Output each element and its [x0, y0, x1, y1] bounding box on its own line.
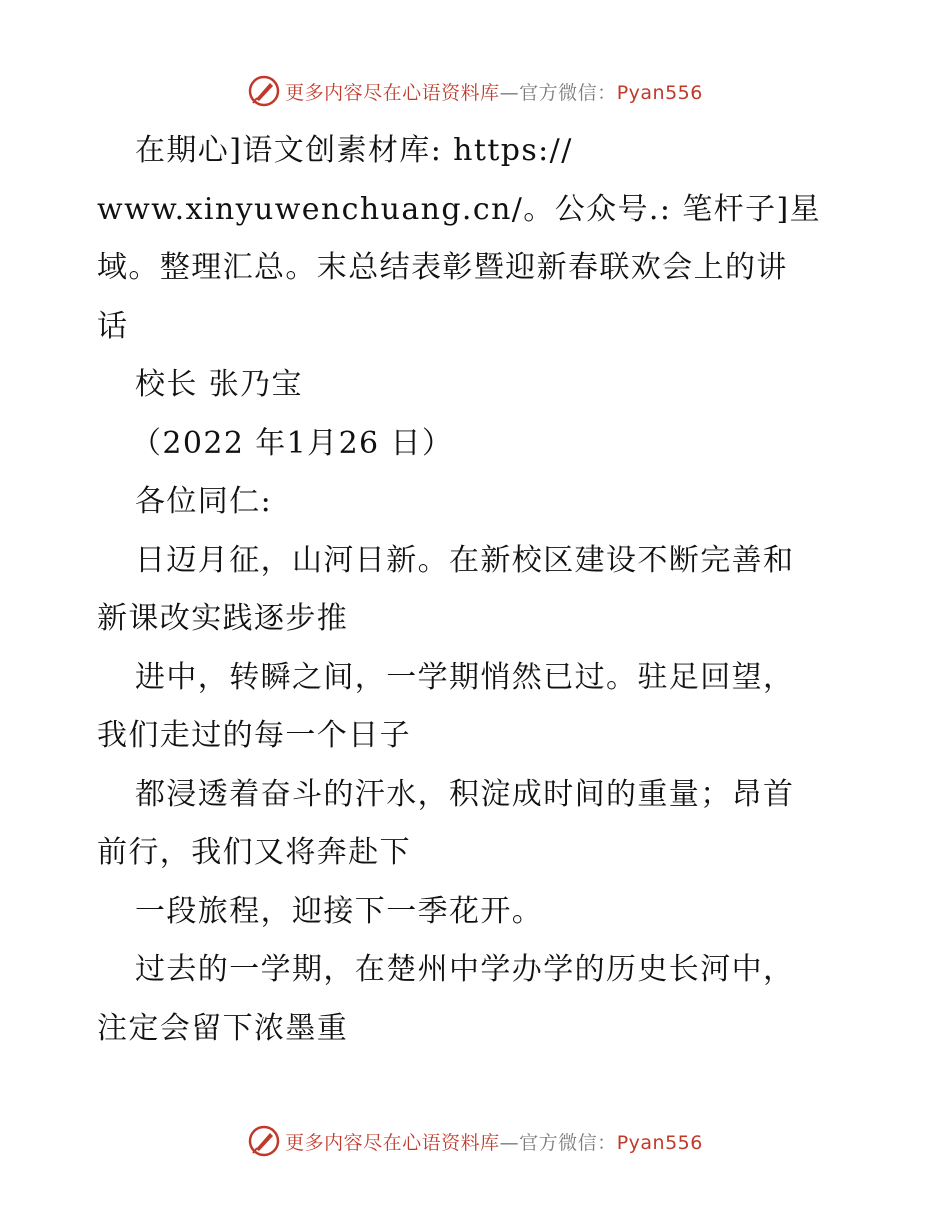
text-line: 日迈月征，山河日新。在新校区建设不断完善和	[135, 542, 795, 578]
quill-logo-icon	[247, 1124, 281, 1158]
text-line: 域。整理汇总。末总结表彰暨迎新春联欢会上的讲	[97, 250, 788, 285]
header-watermark-banner	[0, 71, 950, 111]
watermark-site: 更多内容尽在心语资料库	[285, 81, 500, 104]
watermark-id: Pyan556	[616, 1131, 703, 1154]
watermark-text	[285, 1128, 703, 1155]
text-line: 注定会留下浓墨重	[97, 1010, 349, 1046]
text-line: 我们走过的每一个日子	[97, 718, 411, 753]
date-line: （2022 年1月26 日）	[131, 425, 454, 461]
text-line: 过去的一学期，在楚州中学办学的历史长河中，	[135, 952, 795, 987]
text-line: www.xinyuwenchuang.cn/。公众号.: 笔杆子]星	[97, 191, 821, 227]
text-line: 都浸透着奋斗的汗水，积淀成时间的重量；昂首	[135, 776, 795, 812]
watermark-label: —官方微信：	[499, 81, 617, 104]
document-body	[97, 122, 857, 1058]
text-line: 在期心]语文创素材库: https://	[135, 133, 573, 168]
text-line: 前行，我们又将奔赴下	[97, 835, 411, 870]
watermark-text	[285, 78, 703, 105]
author-line: 校长 张乃宝	[135, 367, 303, 402]
watermark-id: Pyan556	[616, 81, 703, 104]
quill-logo-icon	[247, 74, 281, 108]
footer-watermark-banner	[0, 1121, 950, 1161]
watermark-site: 更多内容尽在心语资料库	[285, 1131, 500, 1154]
text-line: 新课改实践逐步推	[97, 601, 349, 636]
text-line: 一段旅程，迎接下一季花开。	[135, 893, 544, 929]
text-line: 话	[97, 308, 129, 344]
watermark-label: —官方微信：	[499, 1131, 617, 1154]
text-line: 进中，转瞬之间，一学期悄然已过。驻足回望，	[135, 659, 795, 695]
salutation-line: 各位同仁:	[135, 484, 273, 519]
